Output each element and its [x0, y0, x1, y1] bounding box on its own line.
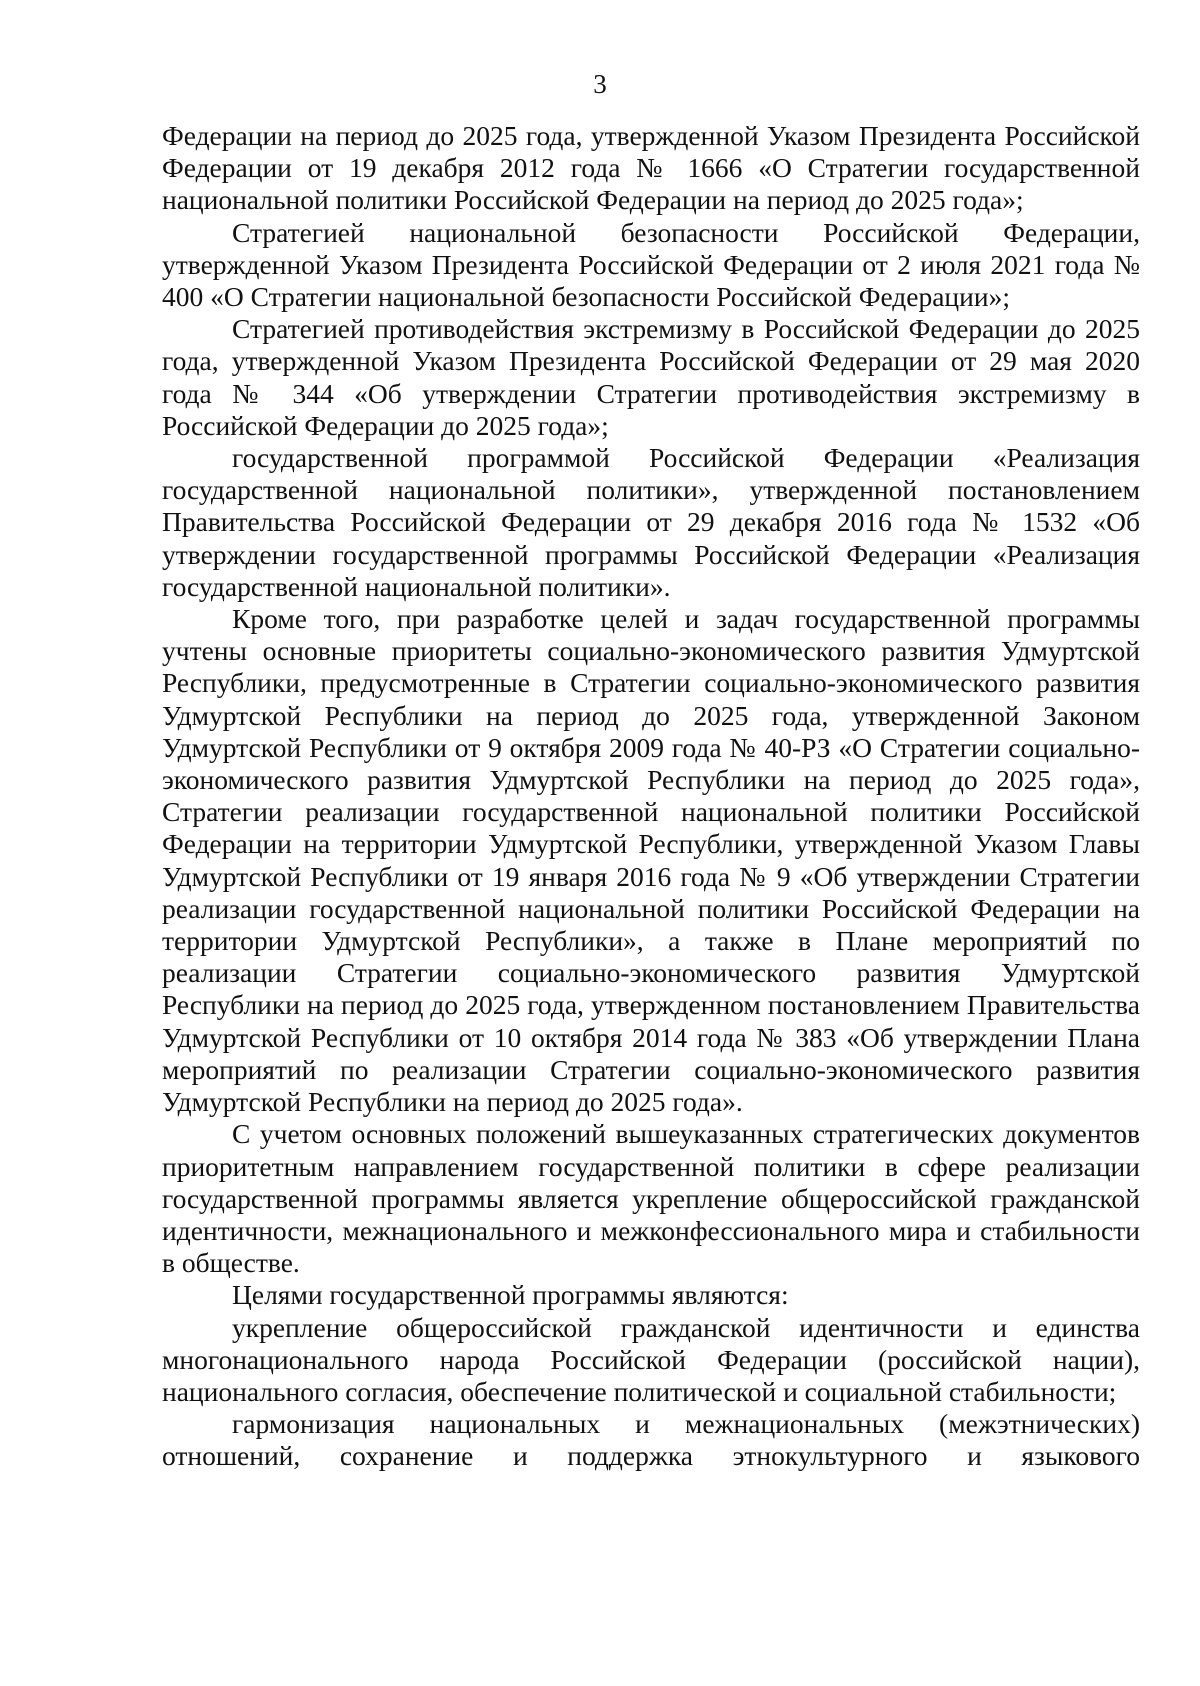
page-number: 3	[593, 69, 607, 99]
paragraph-goal-civic-identity: укрепление общероссийской гражданской идентичности и единства многонационального народа Российской Федерации (российской нации), национального согласия, обеспечение политической и социальной стабильности;	[162, 1311, 1140, 1407]
paragraph-udmurt-priorities: Кроме того, при разработке целей и задач государственной программы учтены основные приоритеты социально-экономического развития Удмуртской Республики, предусмотренные в Стратегии социально-экономического развития Удмуртской Республики на период до 2025 года, утвержденной Законом Удмуртской Республики от 9 октября 2009 года № 40-РЗ «О Стратегии социально-экономического развития Удмуртской Республики на период до 2025 года», Стратегии реализации государственной национальной политики Российской Федерации на территории Удмуртской Республики, утвержденной Указом Главы Удмуртской Республики от 19 января 2016 года № 9 «Об утверждении Стратегии реализации государственной национальной политики Российской Федерации на территории Удмуртской Республики», а также в Плане мероприятий по реализации Стратегии социально-экономического развития Удмуртской Республики на период до 2025 года, утвержденном постановлением Правительства Удмуртской Республики от 10 октября 2014 года № 383 «Об утверждении Плана мероприятий по реализации Стратегии социально-экономического развития Удмуртской Республики на период до 2025 года».	[162, 603, 1140, 1118]
paragraph-goal-harmonization: гармонизация национальных и межнациональных (межэтнических) отношений, сохранение и поддержка этнокультурного и языкового	[162, 1408, 1140, 1472]
paragraph-policy-direction: С учетом основных положений вышеуказанных стратегических документов приоритетным направлением государственной политики в сфере реализации государственной программы является укрепление общероссийской гражданской идентичности, межнационального и межконфессионального мира и стабильности в обществе.	[162, 1118, 1140, 1279]
paragraph-state-program-rf: государственной программой Российской Федерации «Реализация государственной национальной политики», утвержденной постановлением Правительства Российской Федерации от 29 декабря 2016 года № 1532 «Об утверждении государственной программы Российской Федерации «Реализация государственной национальной политики».	[162, 442, 1140, 602]
paragraph-counter-extremism-strategy: Стратегией противодействия экстремизму в Российской Федерации до 2025 года, утвержденной Указом Президента Российской Федерации от 29 мая 2020 года № 344 «Об утверждении Стратегии противодействия экстремизму в Российской Федерации до 2025 года»;	[162, 313, 1140, 441]
paragraph-goals-heading: Целями государственной программы являются:	[232, 1279, 789, 1311]
document-body	[162, 120, 1140, 1473]
paragraph-national-security-strategy: Стратегией национальной безопасности Российской Федерации, утвержденной Указом Президента Российской Федерации от 2 июля 2021 года № 400 «О Стратегии национальной безопасности Российской Федерации»;	[162, 216, 1140, 313]
paragraph-strategy-national-policy: Федерации на период до 2025 года, утвержденной Указом Президента Российской Федерации от 19 декабря 2012 года № 1666 «О Стратегии государственной национальной политики Российской Федерации на период до 2025 года»;	[162, 120, 1140, 216]
